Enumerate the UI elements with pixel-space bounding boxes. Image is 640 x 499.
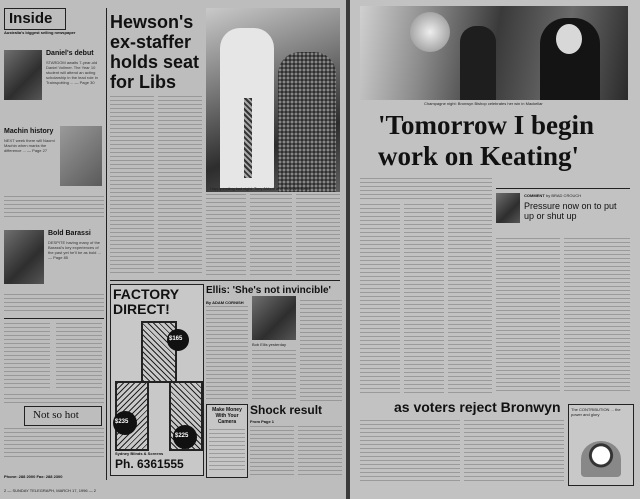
forecast-text (4, 428, 104, 458)
man-tie (244, 98, 252, 178)
celebration-caption: Champagne night: Bronwyn Bishop celebrates her win in Mackellar (424, 101, 543, 106)
teaser-daniel-title: Daniel's debut (46, 50, 94, 57)
comment-byline: by BRAD CROUCH (546, 193, 582, 198)
ellis-col-3 (300, 300, 342, 402)
ad-price-right: $225 (175, 433, 189, 439)
shock-headline: Shock result (250, 403, 323, 417)
shock-col-2 (298, 426, 342, 476)
ad-headline: FACTORY DIRECT! (113, 286, 179, 317)
make-money-title: Make Money With Your Camera (212, 407, 242, 425)
teaser-machin-body: NEXT week there will Naomi Machin when marks the difference ... — Page 27 (4, 138, 55, 153)
woman-figure (278, 52, 336, 192)
comment-col-1 (496, 238, 560, 394)
cartoon-box (568, 404, 634, 486)
right-col-3 (448, 204, 492, 394)
teaser-machin (4, 124, 104, 194)
keating-headline: 'Tomorrow I begin work on Keating' (378, 110, 595, 171)
inside-banner (4, 8, 102, 38)
not-so-hot-label: Not so hot (33, 409, 79, 421)
inside-title: Inside (9, 10, 53, 27)
right-page (350, 0, 640, 499)
teaser-barassi-photo (4, 230, 44, 284)
comment-box (496, 188, 630, 235)
teaser-machin-photo (60, 126, 102, 186)
ellis-col-2 (252, 350, 296, 402)
cartoon-figure (581, 441, 621, 477)
comment-author-photo (496, 193, 520, 223)
right-col-1 (360, 204, 400, 394)
bronwyn-headline: as voters reject Bronwyn (394, 399, 561, 415)
comment-col-2 (564, 238, 630, 394)
main-article-col-2 (158, 96, 202, 276)
teaser-barassi-title: Bold Barassi (48, 230, 91, 237)
bottom-col-1 (360, 420, 460, 484)
weather-text (4, 394, 104, 406)
right-intro (360, 178, 492, 200)
teaser-daniel-body: STARDOM awaits 7-year-old Daniel Vollmer. The Year 10 student will attend an acting scholarship in the lead role in Trainspotting ... — Page 30 (46, 60, 98, 85)
ad-price-left: $235 (115, 419, 129, 425)
shock-col-1 (250, 426, 294, 476)
main-article-col-1 (110, 96, 154, 276)
ellis-byline: By ADAM CORNISH (206, 300, 244, 305)
ellis-headline: Ellis: 'She's not invincible' (206, 285, 331, 296)
shock-sub: From Page 1 (250, 419, 275, 424)
ad-phone: Ph. 6361555 (115, 457, 184, 471)
ellis-col-1 (206, 306, 248, 402)
comment-title: Pressure now on to put up or shut up (524, 201, 617, 221)
stripe-notice (4, 294, 104, 314)
main-article-col-4 (250, 194, 292, 276)
bishop-face (556, 24, 582, 54)
teaser-barassi-body: DESPITE having many of the Barassi's key experiences of the past yet he'll be as bold ... — Page 85 (48, 240, 101, 260)
figure-bishop (540, 18, 600, 100)
make-money-box (206, 404, 248, 478)
main-headline: Hewson's ex-staffer holds seat for Libs (110, 12, 200, 92)
not-so-hot-box (24, 406, 102, 426)
main-photo-caption: Happy ending last night: Tony Abbott and his wife Margie (210, 186, 311, 191)
main-photo (206, 8, 340, 192)
celebration-photo (360, 6, 628, 100)
left-footer: 2 — SUNDAY TELEGRAPH, MARCH 17, 1996 — 2 (4, 488, 97, 493)
teaser-daniel-photo (4, 50, 42, 100)
main-article-col-5 (296, 194, 340, 276)
balloon-cluster (410, 12, 450, 52)
ad-price-top: $165 (169, 336, 183, 342)
inside-tagline: Australia's biggest selling newspaper (4, 30, 76, 35)
comment-label: COMMENT (524, 193, 545, 198)
right-col-2 (404, 204, 444, 394)
factory-direct-ad (110, 284, 204, 476)
index-box (4, 318, 104, 393)
phone-line: Phone: 288 2000 Fax: 288 2300 (4, 474, 63, 479)
teaser-daniel (4, 50, 104, 120)
bottom-col-2 (464, 420, 564, 484)
ellis-photo (252, 296, 296, 340)
promo-strip (4, 196, 104, 220)
figure-left (460, 26, 496, 100)
cartoon-caption: The CONTRIBUTION ... the power and glory (571, 407, 621, 417)
ellis-caption: Bob Ellis yesterday (252, 342, 287, 347)
main-article-col-3 (206, 194, 246, 276)
ad-company: Sydney Blinds & Screens (115, 451, 164, 456)
teaser-machin-title: Machin history (4, 128, 54, 135)
teaser-barassi (4, 226, 104, 290)
